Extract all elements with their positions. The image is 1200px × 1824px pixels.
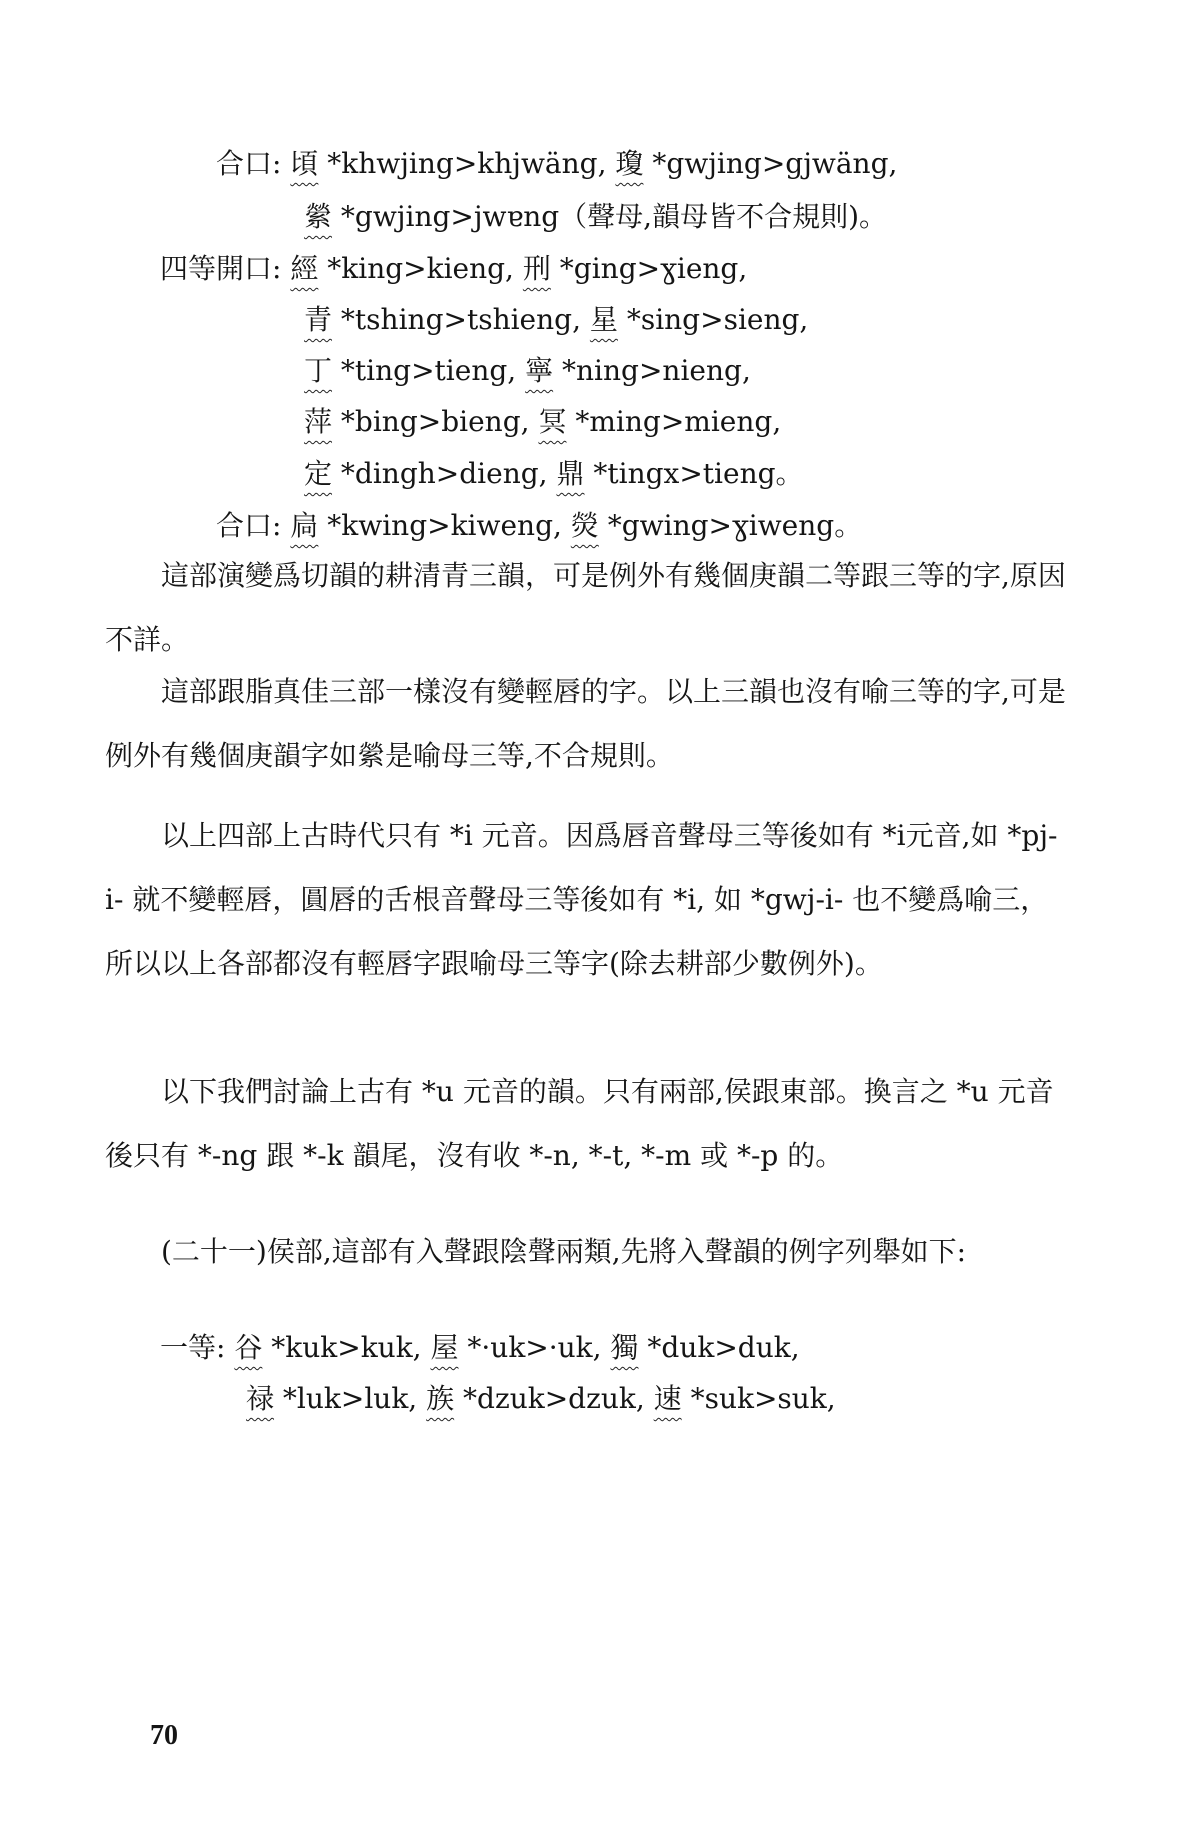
body-paragraph: 以下我們討論上古有 *u 元音的韻。只有兩部,侯跟東部。換言之 *u 元音後只有 *-ng 跟 *-k 韻尾，沒有收 *-n, *-t, *-m 或 *-p 的。 — [105, 1075, 1054, 1172]
example-char: 頃 — [290, 147, 319, 180]
reconstruction: *king>kieng, — [327, 252, 514, 285]
example-char: 獨 — [610, 1331, 639, 1364]
example-char: 縈 — [304, 200, 333, 233]
entry-line — [216, 147, 898, 180]
example-char: 萍 — [304, 405, 333, 438]
example-char: 扃 — [290, 509, 319, 542]
entry-line — [304, 200, 887, 233]
reconstruction: *suk>suk, — [690, 1382, 836, 1415]
reconstruction: *tingx>tieng。 — [593, 457, 804, 490]
body-paragraph: 這部跟脂真佳三部一樣沒有變輕唇的字。以上三韻也沒有喻三等的字,可是例外有幾個庚韻字如縈是喻母三等,不合規則。 — [105, 675, 1066, 772]
entry-label: 合口: — [216, 509, 282, 542]
reconstruction: *gwjing>jwɐng（聲母,韻母皆不合規則)。 — [340, 200, 887, 233]
entry-label: 合口: — [216, 147, 282, 180]
entry-label: 一等: — [160, 1331, 226, 1364]
entry-line — [304, 457, 804, 490]
reconstruction: *ning>nieng, — [562, 354, 751, 387]
page-number: 70 — [150, 1720, 178, 1751]
example-char: 寧 — [525, 354, 554, 387]
reconstruction: *·uk>·uk, — [467, 1331, 602, 1364]
example-char: 冥 — [538, 405, 567, 438]
example-char: 禄 — [246, 1382, 275, 1415]
body-paragraph: 以上四部上古時代只有 *i 元音。因爲唇音聲母三等後如有 *i元音,如 *pj-i- 就不變輕唇，圓唇的舌根音聲母三等後如有 *i, 如 *gwj-i- 也不變爲喻三，所以以上各部都沒有輕唇字跟喻母三等字(除去耕部少數例外)。 — [105, 819, 1058, 980]
body-paragraph: (二十一)侯部,這部有入聲跟陰聲兩類,先將入聲韻的例字列舉如下: — [161, 1235, 967, 1268]
example-char: 瓊 — [615, 147, 644, 180]
example-char: 鼎 — [556, 457, 585, 490]
reconstruction: *khwjing>khjwäng, — [327, 147, 607, 180]
reconstruction: *gwing>ɣiweng。 — [607, 509, 863, 542]
reconstruction: *dingh>dieng, — [340, 457, 548, 490]
reconstruction: *dzuk>dzuk, — [463, 1382, 645, 1415]
example-char: 速 — [653, 1382, 682, 1415]
entry-line — [304, 303, 809, 336]
entry-line — [216, 509, 863, 542]
reconstruction: *sing>sieng, — [626, 303, 809, 336]
reconstruction: *tshing>tshieng, — [340, 303, 581, 336]
example-char: 熒 — [570, 509, 599, 542]
entry-line — [160, 252, 748, 285]
example-char: 經 — [290, 252, 319, 285]
example-char: 青 — [304, 303, 333, 336]
reconstruction: *ging>ɣieng, — [559, 252, 748, 285]
body-paragraph: 這部演變爲切韻的耕清青三韻，可是例外有幾個庚韻二等跟三等的字,原因不詳。 — [105, 559, 1066, 656]
reconstruction: *ting>tieng, — [340, 354, 517, 387]
entry-line — [246, 1382, 836, 1415]
example-char: 丁 — [304, 354, 333, 387]
example-char: 定 — [304, 457, 333, 490]
entry-line — [304, 405, 782, 438]
reconstruction: *duk>duk, — [647, 1331, 800, 1364]
example-char: 屋 — [430, 1331, 459, 1364]
reconstruction: *ming>mieng, — [575, 405, 782, 438]
example-char: 刑 — [522, 252, 551, 285]
reconstruction: *kuk>kuk, — [271, 1331, 422, 1364]
entry-label: 四等開口: — [160, 252, 282, 285]
example-char: 谷 — [234, 1331, 263, 1364]
reconstruction: *bing>bieng, — [340, 405, 530, 438]
example-char: 星 — [589, 303, 618, 336]
example-char: 族 — [426, 1382, 455, 1415]
reconstruction: *kwing>kiweng, — [327, 509, 562, 542]
entry-line — [304, 354, 751, 387]
entry-line — [160, 1331, 800, 1364]
reconstruction: *gwjing>gjwäng, — [652, 147, 898, 180]
reconstruction: *luk>luk, — [282, 1382, 418, 1415]
